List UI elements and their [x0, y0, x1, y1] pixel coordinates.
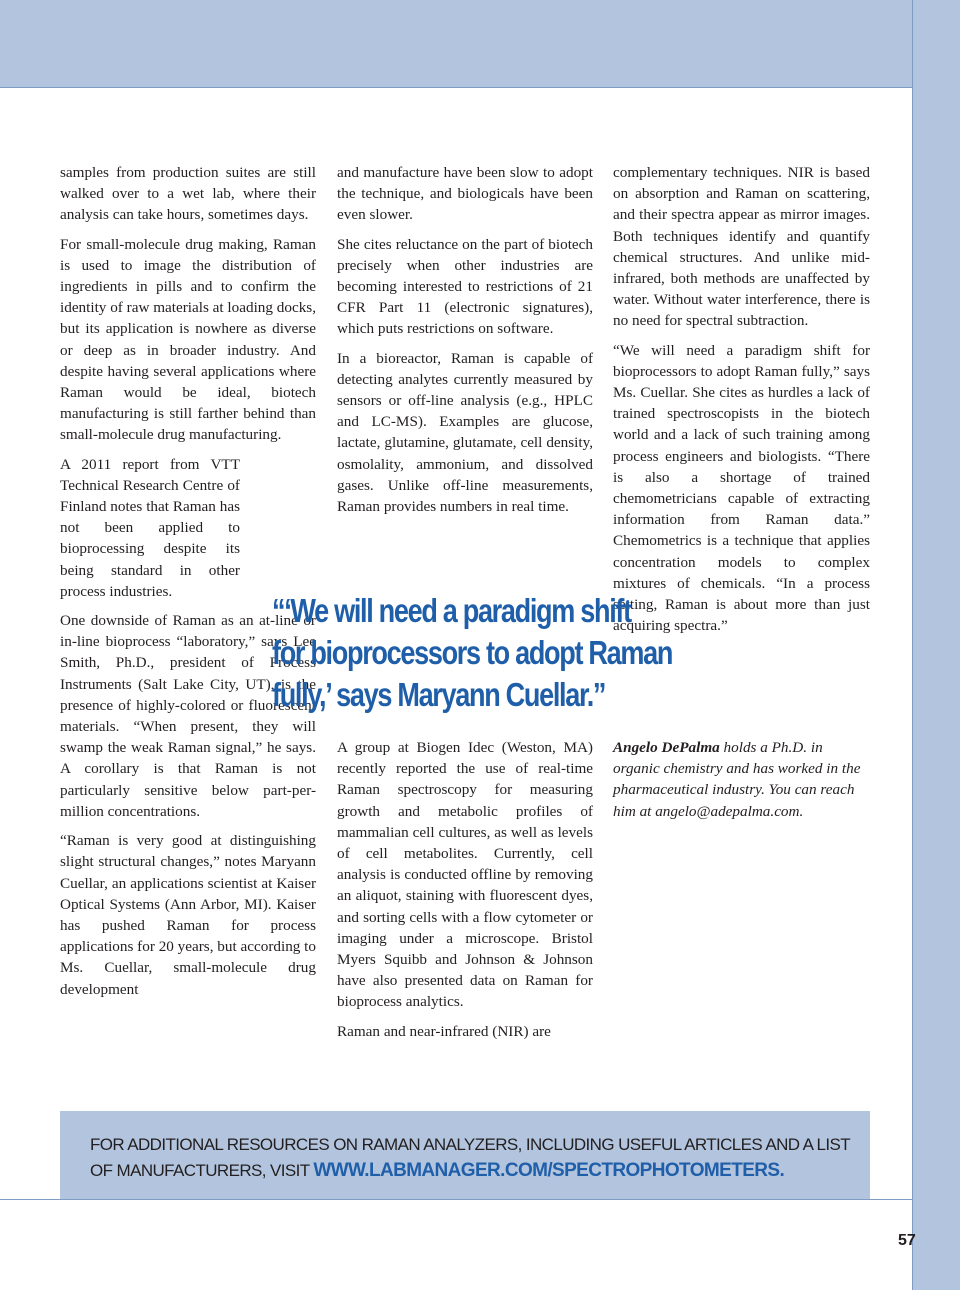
paragraph: complementary techniques. NIR is based on absorption and Raman on scattering, and their spectra appear as mirror images. Both techniques identify and quantify chemical structures. And unlike mid-infrared, both methods are unaffected by water. Without water interference, there is no need for spectral subtraction. — [613, 164, 870, 330]
pullquote-wrap-space — [240, 454, 316, 602]
right-color-band — [912, 0, 960, 1290]
pull-quote-line: for bioprocessors to adopt Raman — [272, 634, 673, 671]
paragraph: Raman and near-infrared (NIR) are — [337, 1022, 551, 1040]
pull-quote — [272, 590, 673, 716]
resource-text — [90, 1132, 870, 1184]
bio-text: holds a Ph.D. in organic chemistry and has worked in the pharmaceutical industry. You can reach him at angelo@adepalma.com. — [613, 739, 861, 820]
pull-quote-line: fully,’ says Maryann Cuellar.” — [272, 676, 606, 713]
resource-label: FOR ADDITIONAL RESOURCES ON RAMAN ANALYZERS, INCLUDING USEFUL ARTICLES AND A LIST OF MANUFACTURERS, VISIT — [90, 1135, 850, 1180]
page-number: 57 — [898, 1232, 916, 1249]
top-color-band — [0, 0, 960, 88]
paragraph: She cites reluctance on the part of biotech precisely when other industries are becoming interested to restrictions of 21 CFR Part 11 (electronic signatures), which puts restrictions on software. — [337, 235, 593, 338]
resource-link[interactable]: WWW.LABMANAGER.COM/SPECTROPHOTOMETERS. — [313, 1160, 785, 1181]
paragraph: In a bioreactor, Raman is capable of detecting analytes currently measured by sensors or off-line analysis (e.g., HPLC and LC-MS). Examples are glucose, lactate, glutamine, glutamate, cell density, osmolality, ammonium, and dissolved gases. Unlike off-line measurements, Raman provides numbers in real time. — [337, 349, 593, 516]
top-band-rule — [0, 87, 912, 88]
paragraph: A group at Biogen Idec (Weston, MA) recently reported the use of real-time Raman spectroscopy for measuring growth and metabolic profiles of mammalian cell cultures, as well as levels of cell metabolites. Currently, cell analysis is conducted offline by removing an aliquot, staining with fluorescent dyes, and sorting cells with a flow cytometer or imaging under a microscope. Bristol Myers Squibb and Johnson & Johnson have also presented data on Raman for bioprocess analytics. — [337, 739, 593, 1011]
bio-paragraph — [613, 737, 870, 822]
pull-quote-line: “‘We will need a paradigm shift — [272, 592, 631, 629]
article-column-3-top — [613, 162, 870, 644]
bottom-rule — [0, 1199, 912, 1200]
paragraph: and manufacture have been slow to adopt the technique, and biologicals have been even slower. — [337, 164, 593, 224]
paragraph: samples from production suites are still walked over to a wet lab, where their analysis can take hours, sometimes days. — [60, 164, 316, 224]
paragraph: “We will need a paradigm shift for bioprocessors to adopt Raman fully,” says Ms. Cuellar. She cites as hurdles a lack of trained spectroscopists in the biotech world and a lack of such training among process engineers and biologists. “There is also a shortage of trained chemometricians capable of extracting information from Raman data.” Chemometrics is a technique that applies concentration models to complex mixtures of chemicals. “In a process setting, Raman is about more than just acquiring spectra.” — [613, 341, 870, 635]
author-bio — [613, 737, 870, 830]
author-name: Angelo DePalma — [613, 739, 720, 756]
paragraph: A 2011 report from VTT Technical Research Centre of Finland notes that Raman has not been applied to bioprocessing despite its being standard in other process industries. — [60, 454, 316, 602]
article-column-2-top — [337, 162, 593, 525]
article-column-1 — [60, 162, 316, 1008]
article-column-2-bottom — [337, 737, 593, 1050]
paragraph: For small-molecule drug making, Raman is used to image the distribution of ingredients in pills and to confirm the identity of raw materials at loading docks, but its application is nowhere as diverse or deep as in broader industry. And despite having several applications where Raman would be ideal, biotech manufacturing is still farther behind than small-molecule drug manufacturing. — [60, 235, 317, 444]
paragraph: “Raman is very good at distinguishing slight structural changes,” notes Maryann Cuellar, an applications scientist at Kaiser Optical Systems (Ann Arbor, MI). Kaiser has pushed Raman for process applications for 20 years, but according to Ms. Cuellar, small-molecule drug development — [60, 832, 316, 998]
resource-box — [60, 1111, 870, 1199]
paragraph: One downside of Raman as an at-line or in-line bioprocess “laboratory,” says Lee Smith, Ph.D., president of Process Instruments (Salt Lake City, UT), is the presence of highly-colored or fluorescent materials. “When present, they will swamp the weak Raman signal,” he says. A corollary is that Raman is not particularly sensitive below part-per-million concentrations. — [60, 612, 316, 820]
